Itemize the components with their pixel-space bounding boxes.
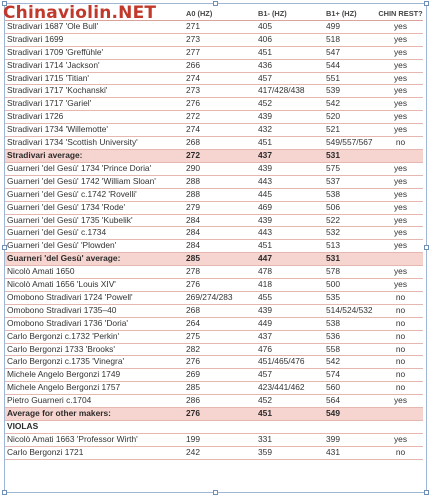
chin-rest-cell: yes <box>376 240 423 253</box>
instrument-cell: Stradivari 1715 'Titian' <box>5 72 184 85</box>
b1-minus-cell: 439 <box>256 162 324 175</box>
chin-rest-cell: yes <box>376 124 423 137</box>
a0-cell: 272 <box>184 111 256 124</box>
b1-minus-cell: 451 <box>256 46 324 59</box>
table-row <box>5 395 423 408</box>
instrument-cell: Omobono Stradivari 1724 'Powell' <box>5 291 184 304</box>
instrument-cell: Nicolò Amati 1650 <box>5 266 184 279</box>
a0-cell: 274 <box>184 124 256 137</box>
b1-plus-cell: 518 <box>324 33 376 46</box>
table-row <box>5 279 423 292</box>
table-row <box>5 317 423 330</box>
instrument-cell: Michele Angelo Bergonzi 1749 <box>5 369 184 382</box>
average-row <box>5 253 423 266</box>
a0-cell: 272 <box>184 149 256 162</box>
a0-cell: 284 <box>184 214 256 227</box>
table-row <box>5 304 423 317</box>
a0-cell: 269/274/283 <box>184 291 256 304</box>
instrument-cell: Stradivari 1734 'Willemotte' <box>5 124 184 137</box>
instrument-cell: Stradivari 1726 <box>5 111 184 124</box>
table-row <box>5 98 423 111</box>
resize-handle-top-right[interactable] <box>424 1 429 6</box>
b1-minus-cell: 451/465/476 <box>256 356 324 369</box>
b1-minus-cell: 437 <box>256 149 324 162</box>
table-row <box>5 46 423 59</box>
b1-plus-cell: 431 <box>324 446 376 459</box>
chin-rest-cell: yes <box>376 72 423 85</box>
chin-rest-cell: no <box>376 330 423 343</box>
b1-plus-cell: 522 <box>324 214 376 227</box>
resize-handle-top-center[interactable] <box>213 1 218 6</box>
chin-rest-cell: no <box>376 382 423 395</box>
b1-plus-cell: 551 <box>324 72 376 85</box>
table-row <box>5 446 423 459</box>
b1-minus-cell: 359 <box>256 446 324 459</box>
b1-plus-cell: 499 <box>324 20 376 33</box>
b1-minus-cell: 417/428/438 <box>256 85 324 98</box>
instrument-cell: VIOLAS <box>5 421 184 434</box>
instrument-cell: Stradivari 1714 'Jackson' <box>5 59 184 72</box>
average-row <box>5 149 423 162</box>
chin-rest-cell <box>376 408 423 421</box>
table-row <box>5 162 423 175</box>
b1-plus-cell: 500 <box>324 279 376 292</box>
a0-cell: 276 <box>184 408 256 421</box>
chin-rest-cell: no <box>376 356 423 369</box>
b1-plus-cell: 506 <box>324 201 376 214</box>
header-a0: A0 (HZ) <box>184 8 256 20</box>
a0-cell: 285 <box>184 382 256 395</box>
chin-rest-cell <box>376 149 423 162</box>
b1-plus-cell: 575 <box>324 162 376 175</box>
b1-plus-cell: 542 <box>324 356 376 369</box>
b1-minus-cell: 432 <box>256 124 324 137</box>
b1-plus-cell: 544 <box>324 59 376 72</box>
a0-cell: 273 <box>184 33 256 46</box>
table-row <box>5 111 423 124</box>
a0-cell: 288 <box>184 188 256 201</box>
table-row <box>5 72 423 85</box>
b1-minus-cell: 452 <box>256 98 324 111</box>
b1-plus-cell: 547 <box>324 46 376 59</box>
a0-cell: 273 <box>184 85 256 98</box>
frequency-table <box>5 8 423 460</box>
b1-minus-cell: 439 <box>256 214 324 227</box>
b1-minus-cell: 439 <box>256 304 324 317</box>
b1-minus-cell: 418 <box>256 279 324 292</box>
instrument-cell: Guarneri 'del Gesù' 1734 'Rode' <box>5 201 184 214</box>
a0-cell: 268 <box>184 304 256 317</box>
b1-plus-cell: 399 <box>324 433 376 446</box>
header-b1-plus: B1+ (HZ) <box>324 8 376 20</box>
resize-handle-bottom-center[interactable] <box>213 490 218 495</box>
instrument-cell: Pietro Guarneri c.1704 <box>5 395 184 408</box>
table-row <box>5 433 423 446</box>
b1-minus-cell: 451 <box>256 240 324 253</box>
a0-cell: 264 <box>184 317 256 330</box>
instrument-cell: Guarneri 'del Gesù' 1735 'Kubelik' <box>5 214 184 227</box>
a0-cell: 290 <box>184 162 256 175</box>
chin-rest-cell: yes <box>376 111 423 124</box>
chin-rest-cell: yes <box>376 266 423 279</box>
instrument-cell: Stradivari 1717 'Gariel' <box>5 98 184 111</box>
header-chin-rest: CHIN REST? <box>376 8 423 20</box>
b1-plus-cell: 531 <box>324 253 376 266</box>
b1-minus-cell: 439 <box>256 111 324 124</box>
b1-minus-cell: 452 <box>256 395 324 408</box>
instrument-cell: Nicolò Amati 1656 'Louis XIV' <box>5 279 184 292</box>
table-row <box>5 137 423 150</box>
a0-cell: 268 <box>184 137 256 150</box>
table-row <box>5 214 423 227</box>
b1-minus-cell <box>256 421 324 434</box>
chin-rest-cell: no <box>376 369 423 382</box>
a0-cell: 282 <box>184 343 256 356</box>
table-row <box>5 330 423 343</box>
b1-minus-cell: 445 <box>256 188 324 201</box>
table-row <box>5 227 423 240</box>
table-row <box>5 291 423 304</box>
instrument-cell: Nicolò Amati 1663 'Professor Wirth' <box>5 433 184 446</box>
b1-plus-cell: 531 <box>324 149 376 162</box>
b1-plus-cell: 564 <box>324 395 376 408</box>
chin-rest-cell <box>376 253 423 266</box>
b1-minus-cell: 443 <box>256 227 324 240</box>
b1-plus-cell: 532 <box>324 227 376 240</box>
chin-rest-cell: no <box>376 446 423 459</box>
table-row <box>5 382 423 395</box>
chin-rest-cell: no <box>376 317 423 330</box>
a0-cell: 269 <box>184 369 256 382</box>
instrument-cell: Carlo Bergonzi c.1732 'Perkin' <box>5 330 184 343</box>
chin-rest-cell: yes <box>376 162 423 175</box>
instrument-cell: Stradivari 1687 'Ole Bull' <box>5 20 184 33</box>
b1-minus-cell: 437 <box>256 330 324 343</box>
a0-cell: 271 <box>184 20 256 33</box>
a0-cell: 276 <box>184 356 256 369</box>
chin-rest-cell: no <box>376 304 423 317</box>
instrument-cell: Guarneri 'del Gesù' average: <box>5 253 184 266</box>
b1-plus-cell: 578 <box>324 266 376 279</box>
b1-minus-cell: 457 <box>256 369 324 382</box>
b1-plus-cell: 513 <box>324 240 376 253</box>
instrument-cell: Carlo Bergonzi 1733 'Brooks' <box>5 343 184 356</box>
b1-plus-cell: 521 <box>324 124 376 137</box>
table-row <box>5 85 423 98</box>
chin-rest-cell: no <box>376 291 423 304</box>
watermark: Chinaviolin.NET <box>3 3 157 23</box>
b1-plus-cell: 514/524/532 <box>324 304 376 317</box>
a0-cell: 274 <box>184 72 256 85</box>
header-b1-minus: B1- (HZ) <box>256 8 324 20</box>
table-row <box>5 59 423 72</box>
b1-plus-cell: 520 <box>324 111 376 124</box>
instrument-cell: Michele Angelo Bergonzi 1757 <box>5 382 184 395</box>
b1-plus-cell: 549 <box>324 408 376 421</box>
a0-cell: 278 <box>184 266 256 279</box>
chin-rest-cell: yes <box>376 20 423 33</box>
chin-rest-cell: yes <box>376 98 423 111</box>
chin-rest-cell: yes <box>376 395 423 408</box>
table-row <box>5 124 423 137</box>
table-row <box>5 240 423 253</box>
chin-rest-cell: yes <box>376 201 423 214</box>
b1-plus-cell: 539 <box>324 85 376 98</box>
a0-cell: 277 <box>184 46 256 59</box>
b1-plus-cell: 535 <box>324 291 376 304</box>
b1-minus-cell: 449 <box>256 317 324 330</box>
b1-plus-cell: 560 <box>324 382 376 395</box>
chin-rest-cell <box>376 421 423 434</box>
instrument-cell: Omobono Stradivari 1736 'Doria' <box>5 317 184 330</box>
chin-rest-cell: yes <box>376 46 423 59</box>
chin-rest-cell: yes <box>376 279 423 292</box>
b1-minus-cell: 406 <box>256 33 324 46</box>
instrument-cell: Guarneri 'del Gesù' 1742 'William Sloan' <box>5 175 184 188</box>
instrument-cell: Guarneri 'del Gesù' c.1734 <box>5 227 184 240</box>
resize-handle-bottom-left[interactable] <box>2 490 7 495</box>
instrument-cell: Carlo Bergonzi c.1735 'Vinegra' <box>5 356 184 369</box>
resize-handle-bottom-right[interactable] <box>424 490 429 495</box>
b1-minus-cell: 443 <box>256 175 324 188</box>
instrument-cell: Stradivari 1709 'Greffühle' <box>5 46 184 59</box>
a0-cell: 275 <box>184 330 256 343</box>
a0-cell: 286 <box>184 395 256 408</box>
a0-cell: 276 <box>184 98 256 111</box>
table-row <box>5 201 423 214</box>
b1-minus-cell: 331 <box>256 433 324 446</box>
b1-minus-cell: 423/441/462 <box>256 382 324 395</box>
table-row <box>5 33 423 46</box>
average-row <box>5 408 423 421</box>
chin-rest-cell: yes <box>376 85 423 98</box>
a0-cell: 288 <box>184 175 256 188</box>
chin-rest-cell: yes <box>376 188 423 201</box>
b1-plus-cell <box>324 421 376 434</box>
chin-rest-cell: yes <box>376 33 423 46</box>
instrument-cell: Guarneri 'del Gesù' 'Plowden' <box>5 240 184 253</box>
table-row <box>5 266 423 279</box>
a0-cell: 285 <box>184 253 256 266</box>
instrument-cell: Stradivari 1699 <box>5 33 184 46</box>
a0-cell: 266 <box>184 59 256 72</box>
table-row <box>5 175 423 188</box>
chin-rest-cell: yes <box>376 433 423 446</box>
b1-minus-cell: 478 <box>256 266 324 279</box>
table-row <box>5 343 423 356</box>
b1-minus-cell: 447 <box>256 253 324 266</box>
instrument-cell: Stradivari 1717 'Kochanski' <box>5 85 184 98</box>
b1-minus-cell: 476 <box>256 343 324 356</box>
a0-cell: 284 <box>184 240 256 253</box>
b1-plus-cell: 558 <box>324 343 376 356</box>
chin-rest-cell: no <box>376 343 423 356</box>
a0-cell: 242 <box>184 446 256 459</box>
b1-plus-cell: 538 <box>324 188 376 201</box>
instrument-cell: Guarneri 'del Gesù' c.1742 'Rovelli' <box>5 188 184 201</box>
instrument-cell: Stradivari 1734 'Scottish University' <box>5 137 184 150</box>
b1-minus-cell: 405 <box>256 20 324 33</box>
instrument-cell: Average for other makers: <box>5 408 184 421</box>
table-row <box>5 188 423 201</box>
instrument-cell: Omobono Stradivari 1735–40 <box>5 304 184 317</box>
b1-plus-cell: 574 <box>324 369 376 382</box>
a0-cell: 284 <box>184 227 256 240</box>
b1-plus-cell: 537 <box>324 175 376 188</box>
b1-minus-cell: 451 <box>256 137 324 150</box>
b1-minus-cell: 457 <box>256 72 324 85</box>
b1-plus-cell: 538 <box>324 317 376 330</box>
a0-cell: 279 <box>184 201 256 214</box>
chin-rest-cell: yes <box>376 214 423 227</box>
a0-cell: 276 <box>184 279 256 292</box>
b1-plus-cell: 542 <box>324 98 376 111</box>
resize-handle-middle-right[interactable] <box>424 245 429 250</box>
section-row <box>5 421 423 434</box>
table-row <box>5 356 423 369</box>
b1-minus-cell: 455 <box>256 291 324 304</box>
b1-minus-cell: 451 <box>256 408 324 421</box>
chin-rest-cell: yes <box>376 175 423 188</box>
b1-plus-cell: 536 <box>324 330 376 343</box>
a0-cell: 199 <box>184 433 256 446</box>
instrument-cell: Stradivari average: <box>5 149 184 162</box>
a0-cell <box>184 421 256 434</box>
instrument-cell: Carlo Bergonzi 1721 <box>5 446 184 459</box>
table-body <box>5 20 423 459</box>
chin-rest-cell: yes <box>376 59 423 72</box>
instrument-cell: Guarneri 'del Gesù' 1734 'Prince Doria' <box>5 162 184 175</box>
chin-rest-cell: no <box>376 137 423 150</box>
b1-minus-cell: 436 <box>256 59 324 72</box>
table-row <box>5 369 423 382</box>
chin-rest-cell: yes <box>376 227 423 240</box>
b1-minus-cell: 469 <box>256 201 324 214</box>
b1-plus-cell: 549/557/567 <box>324 137 376 150</box>
